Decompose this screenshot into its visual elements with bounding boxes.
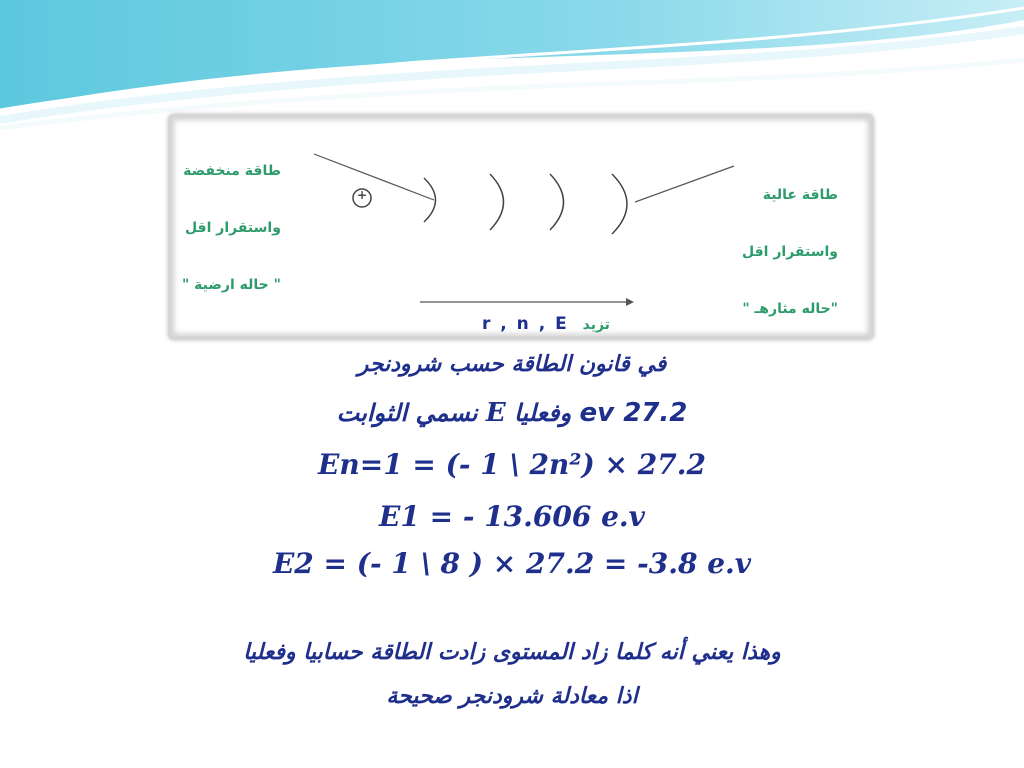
orbit-arc-2 bbox=[490, 174, 504, 230]
low-energy-label-line-2: واستقرار اقل bbox=[184, 220, 281, 236]
constants-value: 27.2 ev bbox=[579, 398, 688, 428]
left-pointer-line bbox=[314, 154, 434, 200]
conclusion-line-1: وهذا يعني أنه كلما زاد المستوى زادت الطاقة حسابيا وفعليا bbox=[243, 640, 781, 665]
high-energy-label bbox=[742, 148, 838, 357]
constants-symbol-E: E bbox=[485, 398, 506, 428]
equation-general-text: En=1 = (- 1 \ 2n²) × 27.2 bbox=[318, 448, 706, 481]
nucleus-symbol: + bbox=[357, 188, 368, 202]
equation-general bbox=[0, 448, 1024, 481]
conclusion-line-2: اذا معادلة شرودنجر صحيحة bbox=[386, 684, 638, 709]
high-energy-label-line-2: واستقرار اقل bbox=[742, 244, 838, 260]
high-energy-label-line-1: طاقة عالية bbox=[762, 187, 838, 203]
constants-line bbox=[0, 398, 1024, 428]
low-energy-label bbox=[182, 124, 281, 333]
equation-e1 bbox=[0, 500, 1024, 533]
header-wave-decoration bbox=[0, 0, 1024, 130]
increase-arrow-head-icon bbox=[626, 298, 634, 306]
orbit-arc-4 bbox=[612, 174, 627, 234]
right-pointer-line bbox=[635, 166, 734, 202]
constants-label: نسمي الثوابت bbox=[336, 399, 478, 427]
atom-energy-diagram bbox=[168, 114, 874, 340]
equation-e2-text: E2 = (- 1 \ 8 ) × 27.2 = -3.8 e.v bbox=[272, 547, 752, 580]
axis-increase-word: تزيد bbox=[582, 317, 610, 333]
equation-e2 bbox=[0, 547, 1024, 580]
low-energy-label-line-3: " حاله ارضية " bbox=[182, 277, 281, 293]
high-energy-label-line-3: "حاله مثارهـ " bbox=[742, 301, 838, 317]
axis-label bbox=[482, 314, 610, 334]
low-energy-label-line-1: طاقة منخفضة bbox=[183, 163, 281, 179]
constants-actually: وفعليا bbox=[514, 399, 572, 427]
schrodinger-law-heading: في قانون الطاقة حسب شرودنجر bbox=[357, 352, 667, 377]
axis-variables: r , n , E bbox=[482, 314, 569, 334]
orbit-arc-3 bbox=[550, 174, 564, 230]
equation-e1-text: E1 = - 13.606 e.v bbox=[379, 500, 645, 533]
